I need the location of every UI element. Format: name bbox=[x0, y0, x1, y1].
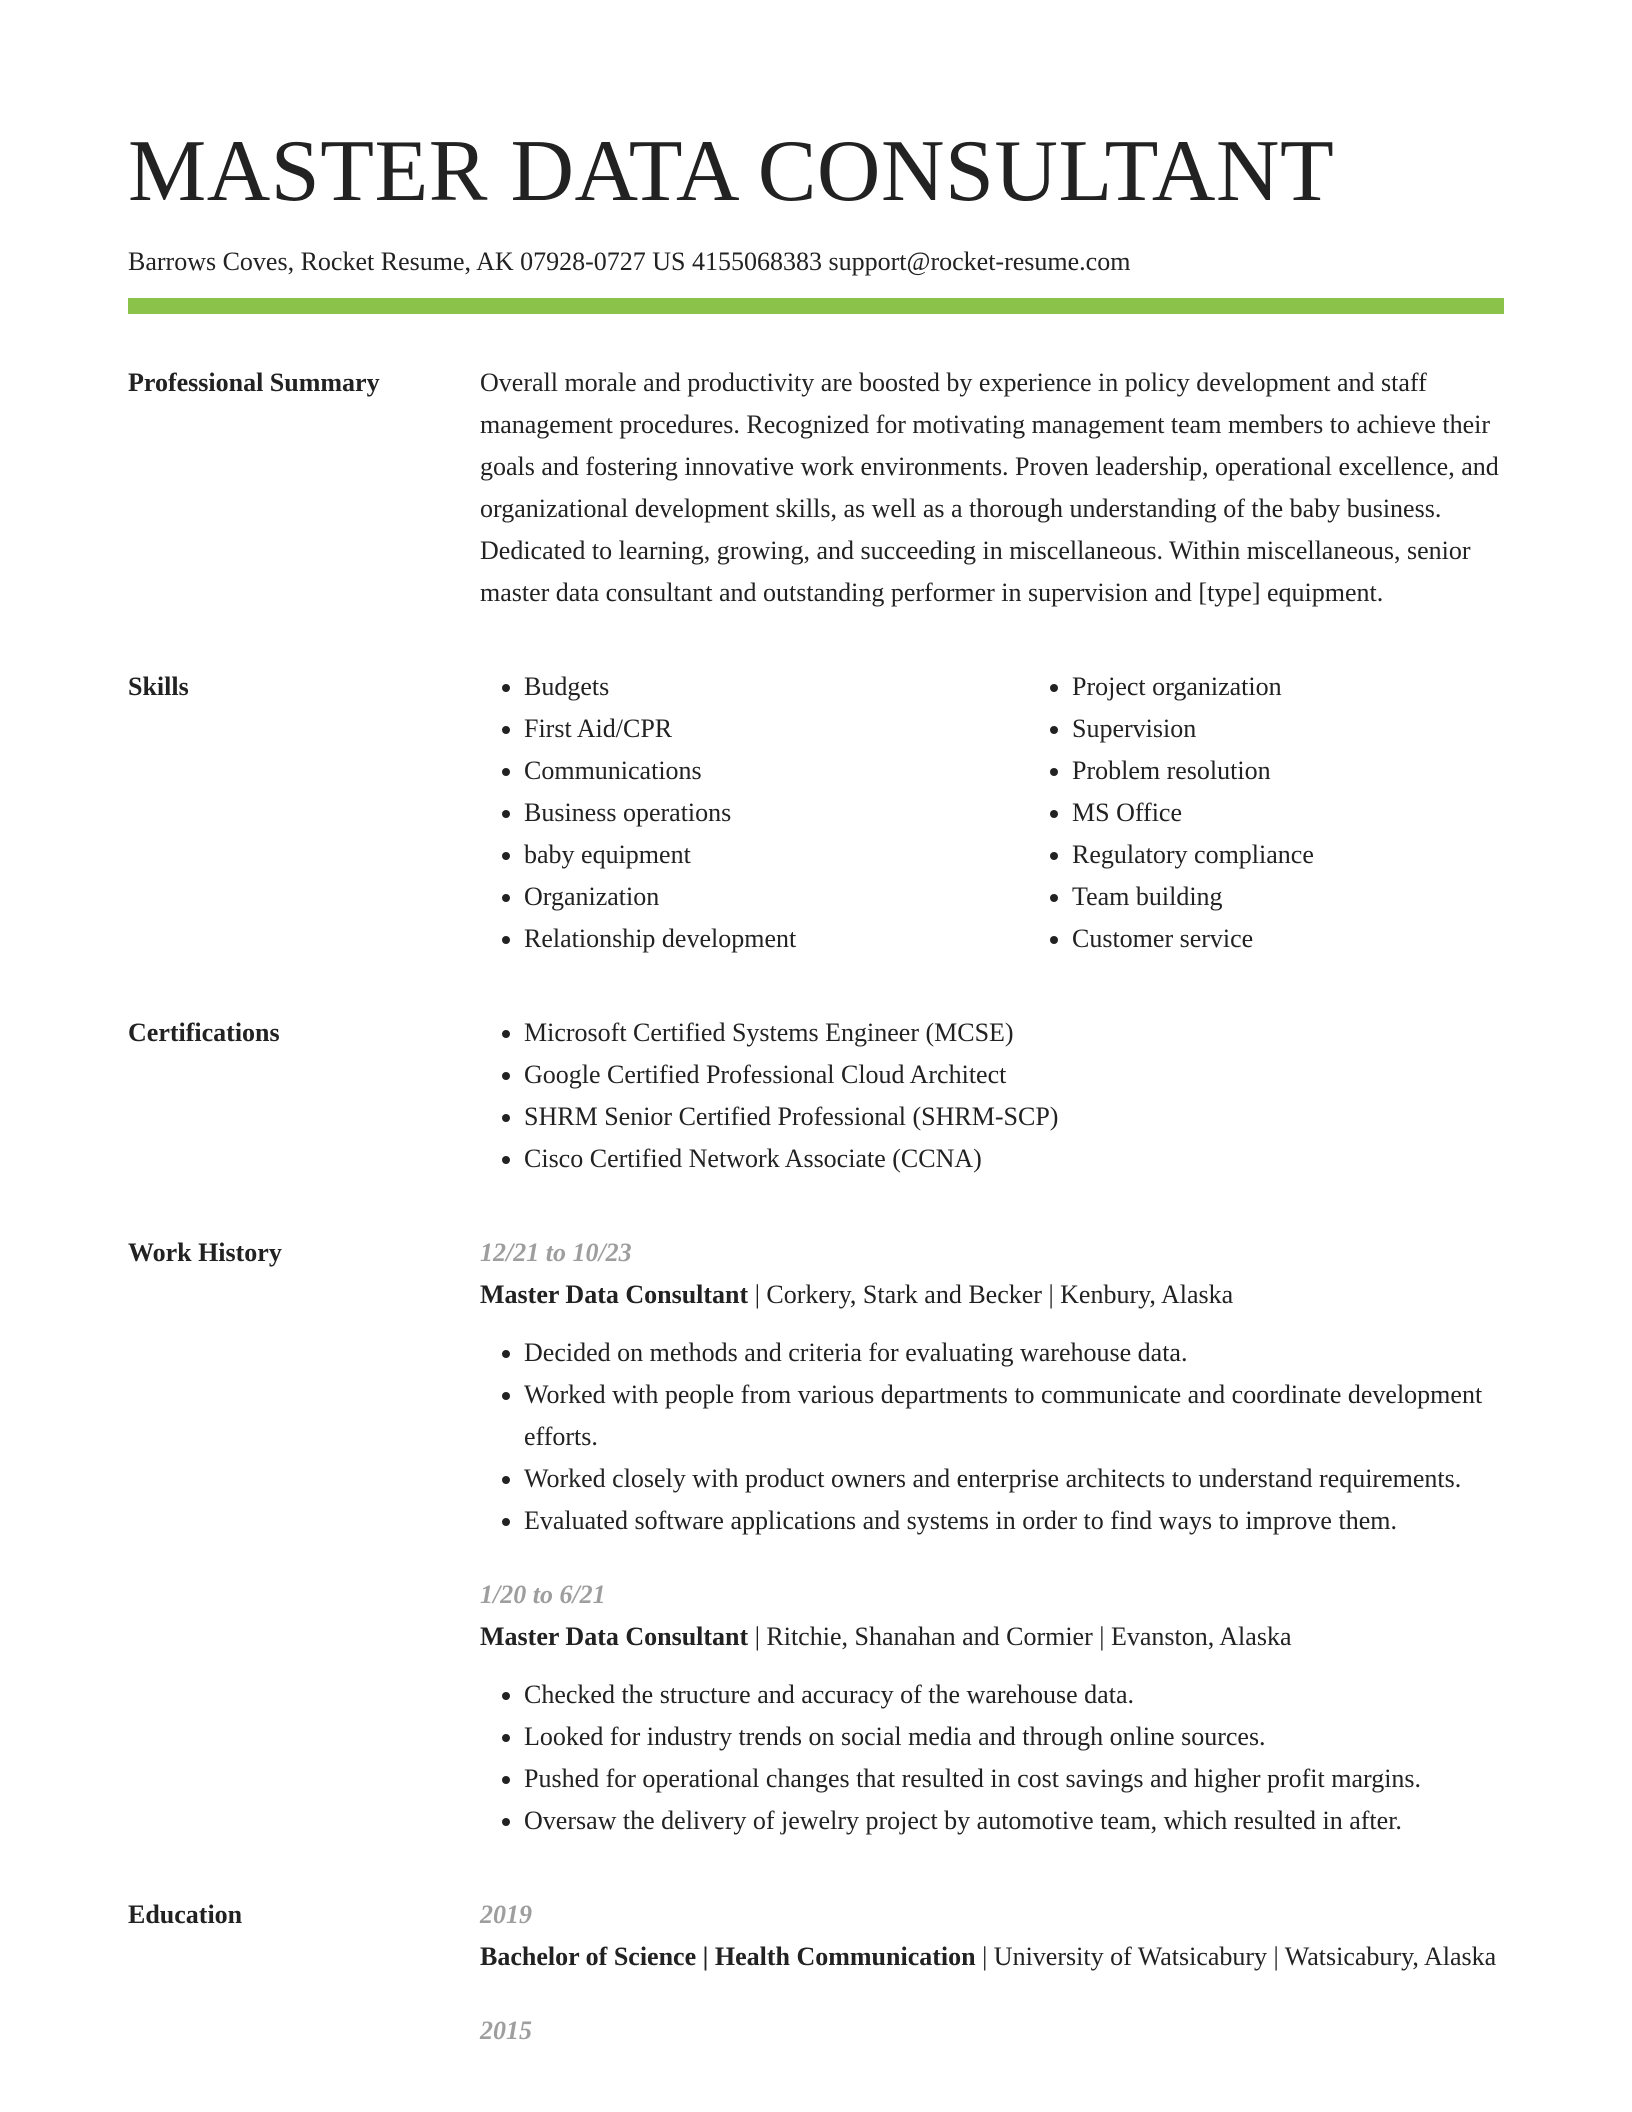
job-bullet: • Decided on methods and criteria for evaluating warehouse data. bbox=[524, 1332, 1504, 1374]
skill-item: • Relationship development bbox=[524, 918, 1028, 960]
job-bullets bbox=[480, 1332, 1504, 1542]
skill-item: • Business operations bbox=[524, 792, 1028, 834]
summary-text: Overall morale and productivity are boosted by experience in policy development and staff management procedures. Recognized for motivating management team members to achieve their goals and fostering innovative work environments. Proven leadership, operational excellence, and organizational development skills, as well as a thorough understanding of the baby business. Dedicated to learning, growing, and succeeding in miscellaneous. Within miscellaneous, senior master data consultant and outstanding performer in supervision and [type] equipment. bbox=[480, 368, 1499, 607]
section-title-certifications: Certifications bbox=[128, 1018, 280, 1047]
skill-item: • First Aid/CPR bbox=[524, 708, 1028, 750]
skills-list-right bbox=[1028, 666, 1504, 960]
certification-item: • Microsoft Certified Systems Engineer (MCSE) bbox=[524, 1012, 1504, 1054]
job-bullet: • Looked for industry trends on social media and through online sources. bbox=[524, 1716, 1504, 1758]
job-entry bbox=[480, 1232, 1504, 1542]
education-degree: Bachelor of Science | Health Communication bbox=[480, 1942, 976, 1971]
resume-name: MASTER DATA CONSULTANT bbox=[128, 123, 1335, 220]
job-bullets bbox=[480, 1674, 1504, 1842]
section-title-summary: Professional Summary bbox=[128, 368, 380, 397]
education-section bbox=[128, 1894, 1504, 2052]
certifications-section bbox=[128, 1012, 1504, 1180]
education-heading bbox=[480, 1936, 1504, 1978]
skill-item: • Supervision bbox=[1072, 708, 1504, 750]
section-title-skills: Skills bbox=[128, 672, 189, 701]
skill-item: • Customer service bbox=[1072, 918, 1504, 960]
job-role: Master Data Consultant bbox=[480, 1622, 749, 1651]
skill-item: • Project organization bbox=[1072, 666, 1504, 708]
skill-item: • Organization bbox=[524, 876, 1028, 918]
job-dates: 1/20 to 6/21 bbox=[480, 1580, 606, 1609]
job-details: | Ritchie, Shanahan and Cormier | Evanston, Alaska bbox=[748, 1622, 1292, 1651]
resume-page bbox=[128, 0, 1504, 2052]
skill-item: • Problem resolution bbox=[1072, 750, 1504, 792]
education-entry bbox=[480, 2010, 1504, 2052]
skill-item: • Communications bbox=[524, 750, 1028, 792]
job-bullet: • Worked closely with product owners and enterprise architects to understand requirements. bbox=[524, 1458, 1504, 1500]
job-heading bbox=[480, 1274, 1504, 1316]
summary-section bbox=[128, 362, 1504, 614]
job-bullet: • Worked with people from various departments to communicate and coordinate development efforts. bbox=[524, 1374, 1504, 1458]
skill-item: • Team building bbox=[1072, 876, 1504, 918]
job-heading bbox=[480, 1616, 1504, 1658]
accent-divider bbox=[128, 298, 1504, 314]
job-bullet: • Oversaw the delivery of jewelry project by automotive team, which resulted in after. bbox=[524, 1800, 1504, 1842]
skills-section bbox=[128, 666, 1504, 960]
section-title-work-history: Work History bbox=[128, 1238, 282, 1267]
skill-item: • baby equipment bbox=[524, 834, 1028, 876]
section-title-education: Education bbox=[128, 1900, 243, 1929]
job-entry bbox=[480, 1574, 1504, 1842]
education-year: 2015 bbox=[480, 2016, 532, 2045]
contact-line: Barrows Coves, Rocket Resume, AK 07928-0727 US 4155068383 support@rocket-resume.com bbox=[128, 247, 1131, 276]
certifications-list bbox=[480, 1012, 1504, 1180]
certification-item: • SHRM Senior Certified Professional (SHRM-SCP) bbox=[524, 1096, 1504, 1138]
education-details: | University of Watsicabury | Watsicabury, Alaska bbox=[975, 1942, 1497, 1971]
certification-item: • Google Certified Professional Cloud Architect bbox=[524, 1054, 1504, 1096]
job-bullet: • Checked the structure and accuracy of the warehouse data. bbox=[524, 1674, 1504, 1716]
work-history-section bbox=[128, 1232, 1504, 1842]
job-role: Master Data Consultant bbox=[480, 1280, 749, 1309]
education-year: 2019 bbox=[480, 1900, 532, 1929]
skill-item: • Regulatory compliance bbox=[1072, 834, 1504, 876]
skills-list-left bbox=[480, 666, 1028, 960]
certification-item: • Cisco Certified Network Associate (CCNA) bbox=[524, 1138, 1504, 1180]
job-details: | Corkery, Stark and Becker | Kenbury, Alaska bbox=[748, 1280, 1234, 1309]
job-bullet: • Evaluated software applications and systems in order to find ways to improve them. bbox=[524, 1500, 1504, 1542]
job-dates: 12/21 to 10/23 bbox=[480, 1238, 632, 1267]
skill-item: • MS Office bbox=[1072, 792, 1504, 834]
education-entry bbox=[480, 1894, 1504, 1978]
skill-item: • Budgets bbox=[524, 666, 1028, 708]
job-bullet: • Pushed for operational changes that resulted in cost savings and higher profit margins. bbox=[524, 1758, 1504, 1800]
